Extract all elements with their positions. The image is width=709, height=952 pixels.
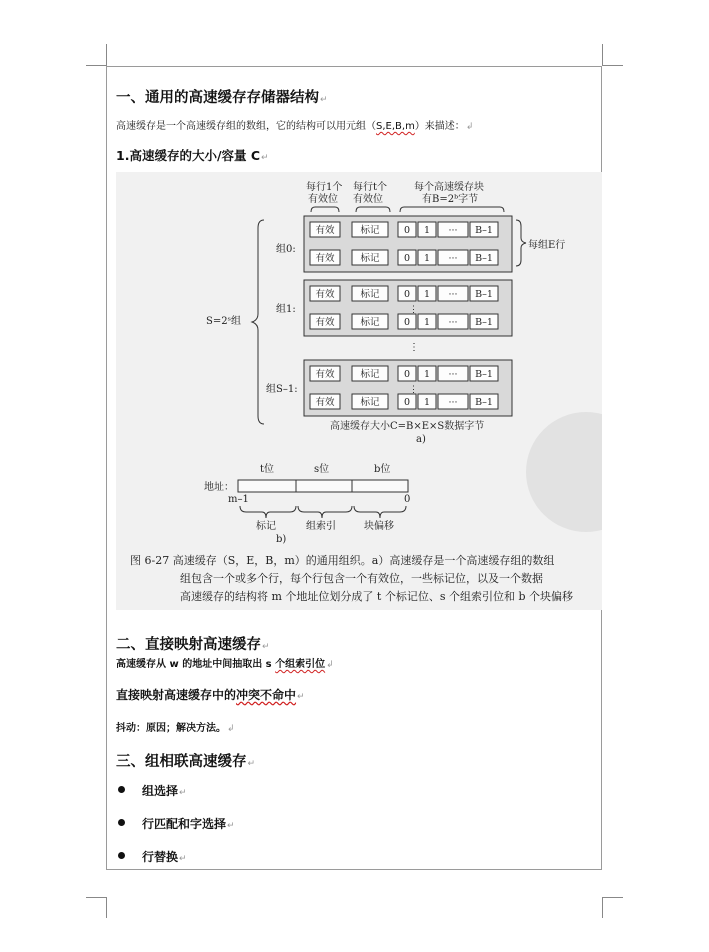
byte1-cell-text: 1 [423, 253, 431, 264]
subfigure-a-label: a) [416, 434, 426, 445]
byte0-cell-text: 0 [403, 253, 411, 264]
section2-heading[interactable]: 二、直接映射高速缓存↵ [116, 637, 270, 653]
address-msb: m–1 [228, 494, 249, 505]
bullet-item-set-selection[interactable]: 组选择↵ [142, 784, 187, 798]
valid-cell-text: 有效 [315, 253, 335, 264]
t-bits-label: t位 [260, 464, 275, 475]
tag-field-label: 标记 [256, 521, 276, 532]
bytes-ellipsis-cell-text: ··· [448, 225, 458, 236]
tag-cell-text: 标记 [360, 225, 380, 236]
crop-mark-bottom-right [602, 897, 623, 918]
crop-mark-bottom-left [86, 897, 107, 918]
row-vdots: ⋮ [409, 305, 418, 315]
last-byte-cell-text: B–1 [475, 317, 493, 328]
byte0-cell-text: 0 [403, 317, 411, 328]
last-byte-cell-text: B–1 [475, 289, 493, 300]
col-header-valid-b: 有效位 [308, 194, 338, 205]
address-label: 地址： [204, 482, 234, 493]
tag-cell-text: 标记 [360, 253, 380, 264]
section2-line3[interactable]: 抖动：原因；解决方法。↲ [116, 723, 235, 734]
valid-cell-text: 有效 [315, 397, 335, 408]
bullet-item-line-matching[interactable]: 行匹配和字选择↵ [142, 817, 235, 831]
valid-cell-text: 有效 [315, 225, 335, 236]
s-sets-brace [252, 220, 264, 424]
cache-organization-figure [116, 172, 602, 610]
set0-label: 组0: [276, 244, 296, 255]
col-header-block-b: 有B=2ᵇ字节 [422, 194, 479, 205]
brace-tag [356, 207, 390, 212]
set1-label: 组1: [276, 304, 296, 315]
s-bits-label: s位 [314, 464, 330, 475]
cache-size-caption: 高速缓存大小C=B×E×S数据字节 [330, 421, 485, 432]
bytes-ellipsis-cell-text: ··· [448, 253, 458, 264]
scan-watermark [526, 412, 602, 532]
section1-subheading[interactable]: 1.高速缓存的大小/容量 C↵ [116, 148, 269, 163]
col-header-valid-a: 每行1个 [306, 182, 343, 193]
col-header-tag-a: 每行t个 [353, 182, 388, 193]
byte1-cell-text: 1 [423, 369, 431, 380]
col-header-block-a: 每个高速缓存块 [414, 182, 484, 193]
tag-cell-text: 标记 [360, 317, 380, 328]
valid-cell-text: 有效 [315, 289, 335, 300]
bytes-ellipsis-cell-text: ··· [448, 369, 458, 380]
brace-valid [311, 207, 339, 212]
col-header-tag-b: 有效位 [353, 194, 383, 205]
row-vdots: ⋮ [409, 385, 418, 395]
byte0-cell-text: 0 [403, 225, 411, 236]
section2-line1[interactable]: 高速缓存从 w 的地址中间抽取出 s 个组索引位↲ [116, 659, 334, 670]
crop-mark-top-right [602, 44, 623, 66]
bullet-icon [118, 852, 125, 859]
last-byte-cell-text: B–1 [475, 397, 493, 408]
tag-cell-text: 标记 [360, 289, 380, 300]
index-field-label: 组索引 [306, 521, 336, 532]
figure-caption-line2: 组包含一个或多个行，每个行包含一个有效位，一些标记位，以及一个数据 [180, 572, 543, 585]
e-lines-brace [516, 220, 526, 266]
figure-caption-line1: 图 6-27 高速缓存（S，E，B，m）的通用组织。a）高速缓存是一个高速缓存组的数组 [130, 554, 555, 567]
b-bits-label: b位 [374, 464, 391, 475]
bytes-ellipsis-cell-text: ··· [448, 289, 458, 300]
e-lines-label: 每组E行 [528, 240, 566, 251]
section1-heading[interactable]: 一、通用的高速缓存存储器结构↵ [116, 90, 328, 106]
last-byte-cell-text: B–1 [475, 225, 493, 236]
middle-vdots: ⋮ [409, 342, 419, 353]
tag-cell-text: 标记 [360, 397, 380, 408]
setlast-label: 组S–1: [266, 384, 298, 395]
section1-intro[interactable]: 高速缓存是一个高速缓存组的数组，它的结构可以用元组（S,E,B,m）来描述：↲ [116, 121, 474, 132]
tag-cell-text: 标记 [360, 369, 380, 380]
section3-heading[interactable]: 三、组相联高速缓存↵ [116, 754, 256, 770]
s-sets-label: S=2ˢ组 [206, 316, 241, 327]
bullet-icon [118, 786, 125, 793]
bullet-item-line-replacement[interactable]: 行替换↵ [142, 850, 187, 864]
bytes-ellipsis-cell-text: ··· [448, 317, 458, 328]
address-bar [238, 480, 408, 492]
byte0-cell-text: 0 [403, 289, 411, 300]
byte0-cell-text: 0 [403, 369, 411, 380]
valid-cell-text: 有效 [315, 317, 335, 328]
bullet-icon [118, 819, 125, 826]
offset-field-label: 块偏移 [364, 521, 394, 532]
byte1-cell-text: 1 [423, 317, 431, 328]
section2-line2[interactable]: 直接映射高速缓存中的冲突不命中↵ [116, 688, 305, 702]
byte1-cell-text: 1 [423, 225, 431, 236]
byte1-cell-text: 1 [423, 289, 431, 300]
last-byte-cell-text: B–1 [475, 369, 493, 380]
bytes-ellipsis-cell-text: ··· [448, 397, 458, 408]
brace-block [400, 207, 504, 212]
byte0-cell-text: 0 [403, 397, 411, 408]
last-byte-cell-text: B–1 [475, 253, 493, 264]
subfigure-b-label: b) [276, 534, 287, 545]
figure-caption-line3: 高速缓存的结构将 m 个地址位划分成了 t 个标记位、s 个组索引位和 b 个块偏移 [180, 590, 574, 603]
address-lsb: 0 [404, 494, 411, 505]
crop-mark-top-left [86, 44, 107, 66]
valid-cell-text: 有效 [315, 369, 335, 380]
byte1-cell-text: 1 [423, 397, 431, 408]
